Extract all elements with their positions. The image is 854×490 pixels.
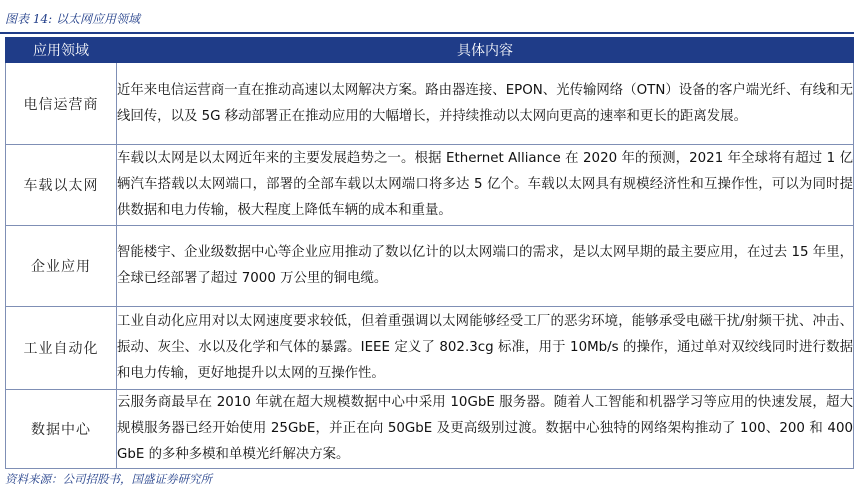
table-row — [6, 390, 854, 469]
header-content: 具体内容 — [117, 38, 854, 63]
table-row — [6, 63, 854, 145]
content-cell: 智能楼宇、企业级数据中心等企业应用推动了数以亿计的以太网端口的需求，是以太网早期的最主要应用，在过去 15 年里，全球已经部署了超过 7000 万公里的铜电缆。 — [117, 226, 854, 307]
content-cell: 车载以太网是以太网近年来的主要发展趋势之一。根据 Ethernet Alliance 在 2020 年的预测，2021 年全球将有超过 1 亿辆汽车搭载以太网端口，部署的全部车载以太网端口将多达 5 亿个。车载以太网具有规模经济性和互操作性，可以为同时提供数据和电力传输，极大程度上降低车辆的成本和重量。 — [117, 145, 854, 226]
ethernet-applications-table — [5, 37, 854, 469]
content-cell: 近年来电信运营商一直在推动高速以太网解决方案。路由器连接、EPON、光传输网络（OTN）设备的客户端光纤、有线和无线回传，以及 5G 移动部署正在推动应用的大幅增长，并持续推动以太网向更高的速率和更长的距离发展。 — [117, 63, 854, 145]
table-row — [6, 226, 854, 307]
area-cell: 企业应用 — [6, 226, 117, 307]
content-cell: 工业自动化应用对以太网速度要求较低，但着重强调以太网能够经受工厂的恶劣环境，能够承受电磁干扰/射频干扰、冲击、振动、灰尘、水以及化学和气体的暴露。IEEE 定义了 802.3cg 标准，用于 10Mb/s 的操作，通过单对双绞线同时进行数据和电力传输，更好地提升以太网的互操作性。 — [117, 307, 854, 390]
table-row — [6, 145, 854, 226]
area-cell: 电信运营商 — [6, 63, 117, 145]
area-cell: 工业自动化 — [6, 307, 117, 390]
figure-caption: 图表 14: 以太网应用领域 — [5, 12, 140, 26]
area-cell: 车载以太网 — [6, 145, 117, 226]
source-note: 资料来源：公司招股书，国盛证券研究所 — [5, 472, 212, 486]
area-cell: 数据中心 — [6, 390, 117, 469]
caption-rule — [0, 32, 854, 34]
table-row — [6, 307, 854, 390]
table-header-row — [6, 38, 854, 63]
content-cell: 云服务商最早在 2010 年就在超大规模数据中心中采用 10GbE 服务器。随着人工智能和机器学习等应用的快速发展，超大规模服务器已经开始使用 25GbE，并正在向 50GbE 及更高级别过渡。数据中心独特的网络架构推动了 100、200 和 400 GbE 的多种多模和单模光纤解决方案。 — [117, 390, 854, 469]
header-area: 应用领域 — [6, 38, 117, 63]
